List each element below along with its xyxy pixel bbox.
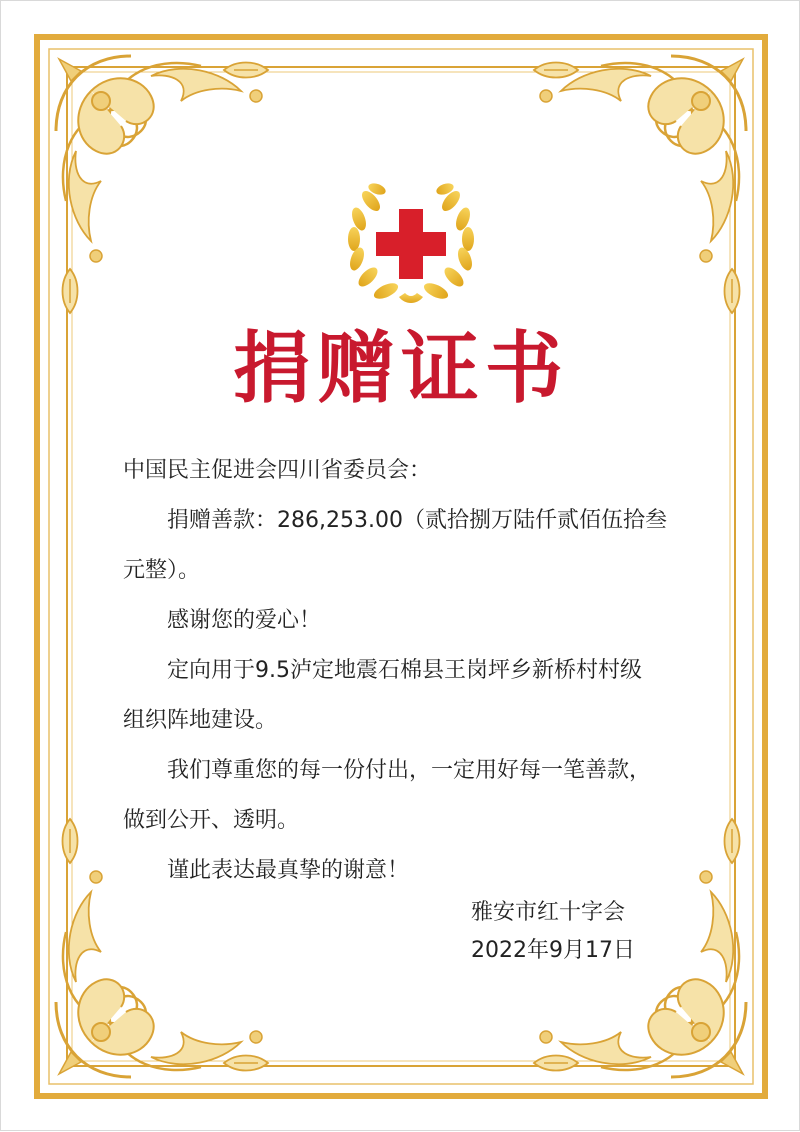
closing-line: 谨此表达最真挚的谢意！ — [167, 858, 410, 883]
thanks-line: 感谢您的爱心！ — [167, 608, 322, 633]
issue-date: 2022年9月17日 — [471, 938, 635, 963]
purpose-line-1: 定向用于9.5泸定地震石棉县王岗坪乡新桥村村级 — [167, 658, 642, 683]
donation-line-1: 捐赠善款：286,253.00（贰拾捌万陆仟贰佰伍拾叁 — [167, 508, 667, 533]
issuer-name: 雅安市红十字会 — [471, 900, 626, 925]
promise-line-1: 我们尊重您的每一份付出，一定用好每一笔善款， — [167, 758, 652, 783]
donation-line-2: 元整）。 — [123, 558, 201, 583]
promise-line-2: 做到公开、透明。 — [123, 808, 300, 833]
recipient-line: 中国民主促进会四川省委员会： — [123, 458, 432, 483]
signature-block — [471, 894, 691, 970]
certificate-body — [123, 446, 703, 896]
certificate-title: 捐赠证书 — [232, 323, 569, 414]
purpose-line-2: 组织阵地建设。 — [123, 708, 278, 733]
red-cross-laurel-emblem — [341, 179, 481, 309]
